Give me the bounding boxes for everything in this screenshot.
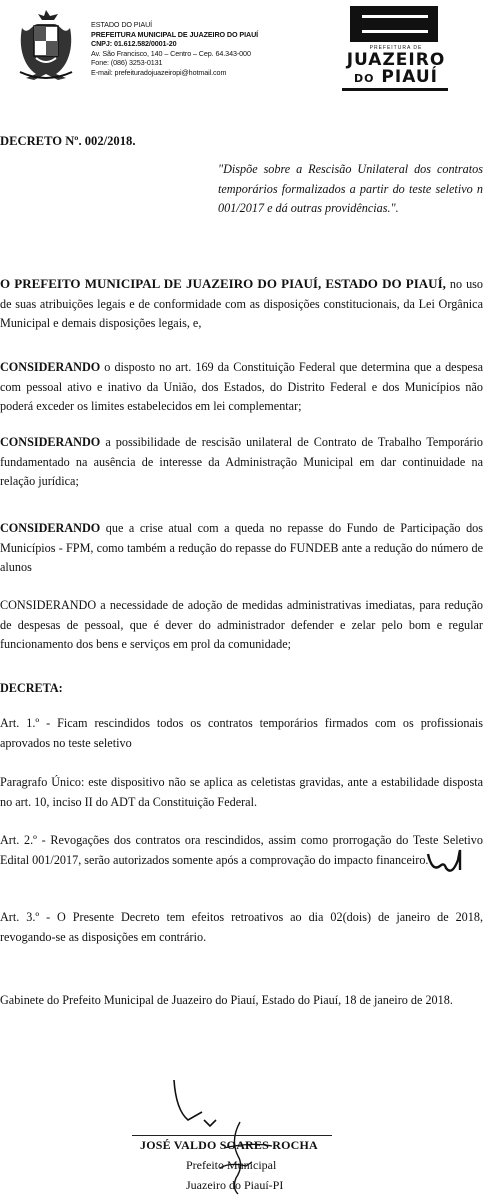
- considerando-lead: CONSIDERANDO: [0, 521, 101, 535]
- preamble-text: no uso de suas atribuições legais e de conformidade com as disposições constitucionais, da Lei Orgânica Municipal e demais disposições legais, e,: [0, 277, 483, 330]
- considerando-text: a necessidade de adoção de medidas administrativas imediatas, para redução de despesas de pessoal, que é dever do administrador defender e zelar pelo bom e regular funcionamento dos bens e serviços em prol da comunidade;: [0, 598, 483, 651]
- considerando-paragraph-1: [0, 358, 483, 417]
- considerando-paragraph-3: [0, 519, 483, 578]
- considerando-text: que a crise atual com a queda no repasse do Fundo de Participação dos Municípios - FPM, como também a redução do repasse do FUNDEB ante a redução do número de alunos: [0, 521, 483, 574]
- article-3: Art. 3.º - O Presente Decreto tem efeitos retroativos ao dia 02(dois) de janeiro de 2018, revogando-se as disposições em contrário.: [0, 910, 483, 944]
- letterhead-text: [91, 20, 258, 78]
- letterhead-phone: Fone: (086) 3253-0131: [91, 58, 163, 68]
- signatory-role: Prefeito Municipal: [186, 1158, 277, 1172]
- signatory-name: JOSÉ VALDO SOARES ROCHA: [140, 1138, 318, 1152]
- considerando-text: a possibilidade de rescisão unilateral de Contrato de Trabalho Temporário fundamentado na ausência de interesse da Administração Municipal em dar continuidade na relação jurídica;: [0, 435, 483, 488]
- handwritten-initials-icon: [424, 846, 476, 876]
- article-1-sole-paragraph: Paragrafo Único: este dispositivo não se aplica as celetistas gravidas, ante a estabilidade disposta no art. 10, inciso II do ADT da Constituição Federal.: [0, 775, 483, 809]
- logo-underline: [342, 88, 448, 91]
- signature-line: [132, 1135, 332, 1136]
- logo-small-text: PREFEITURA DE: [369, 45, 423, 51]
- closing-paragraph: Gabinete do Prefeito Municipal de Juazeiro do Piauí, Estado do Piauí, 18 de janeiro de 2018.: [0, 993, 453, 1007]
- letterhead-email: E-mail: prefeituradojuazeiropi@hotmail.com: [91, 67, 227, 77]
- logo-word-do: DO: [354, 72, 375, 85]
- letterhead-cnpj: CNPJ: 01.612.582/0001-20: [91, 39, 177, 49]
- considerando-lead: CONSIDERANDO: [0, 598, 97, 612]
- letterhead-address: Av. São Francisco, 140 – Centro – Cep. 64.343-000: [91, 48, 251, 58]
- considerando-text: o disposto no art. 169 da Constituição Federal que determina que a despesa com pessoal ativo e inativo da União, dos Estados, do Distrito Federal e dos Municípios não poderá exceder os limites estabelecidos em lei complementar;: [0, 360, 483, 413]
- considerando-paragraph-4: [0, 596, 483, 655]
- flag-icon: [350, 6, 438, 42]
- considerando-lead: CONSIDERANDO: [0, 360, 101, 374]
- preamble-paragraph: [0, 274, 483, 334]
- coat-of-arms-seal-icon: [14, 8, 78, 82]
- decree-summary: "Dispõe sobre a Rescisão Unilateral dos contratos temporários formalizados a partir do teste seletivo n 001/2017 e dá outras providências.".: [218, 162, 483, 215]
- article-1: Art. 1.º - Ficam rescindidos todos os contratos temporários firmados com os profissionais aprovados no teste seletivo: [0, 716, 483, 750]
- signatory-city: Juazeiro do Piauí-PI: [186, 1178, 284, 1192]
- letterhead-prefecture: PREFEITURA MUNICIPAL DE JUAZEIRO DO PIAUÍ: [91, 29, 259, 39]
- considerando-paragraph-2: [0, 433, 483, 492]
- logo-word-piaui-text: PIAUÍ: [381, 67, 438, 87]
- preamble-lead: O PREFEITO MUNICIPAL DE JUAZEIRO DO PIAUÍ, ESTADO DO PIAUÍ,: [0, 276, 446, 291]
- prefeitura-logo: [340, 6, 452, 90]
- logo-word-piaui: [340, 67, 452, 87]
- logo-word-juazeiro: JUAZEIRO: [346, 50, 446, 70]
- considerando-lead: CONSIDERANDO: [0, 435, 101, 449]
- decreta-heading: DECRETA:: [0, 681, 63, 695]
- article-2: Art. 2.º - Revogações dos contratos ora rescindidos, assim como prorrogação do Teste Seletivo Edital 001/2017, serão autorizados somente após a comprovação do impacto financeiro.: [0, 833, 483, 867]
- letterhead-state: ESTADO DO PIAUÍ: [91, 20, 153, 29]
- decree-number: DECRETO Nº. 002/2018.: [0, 134, 136, 148]
